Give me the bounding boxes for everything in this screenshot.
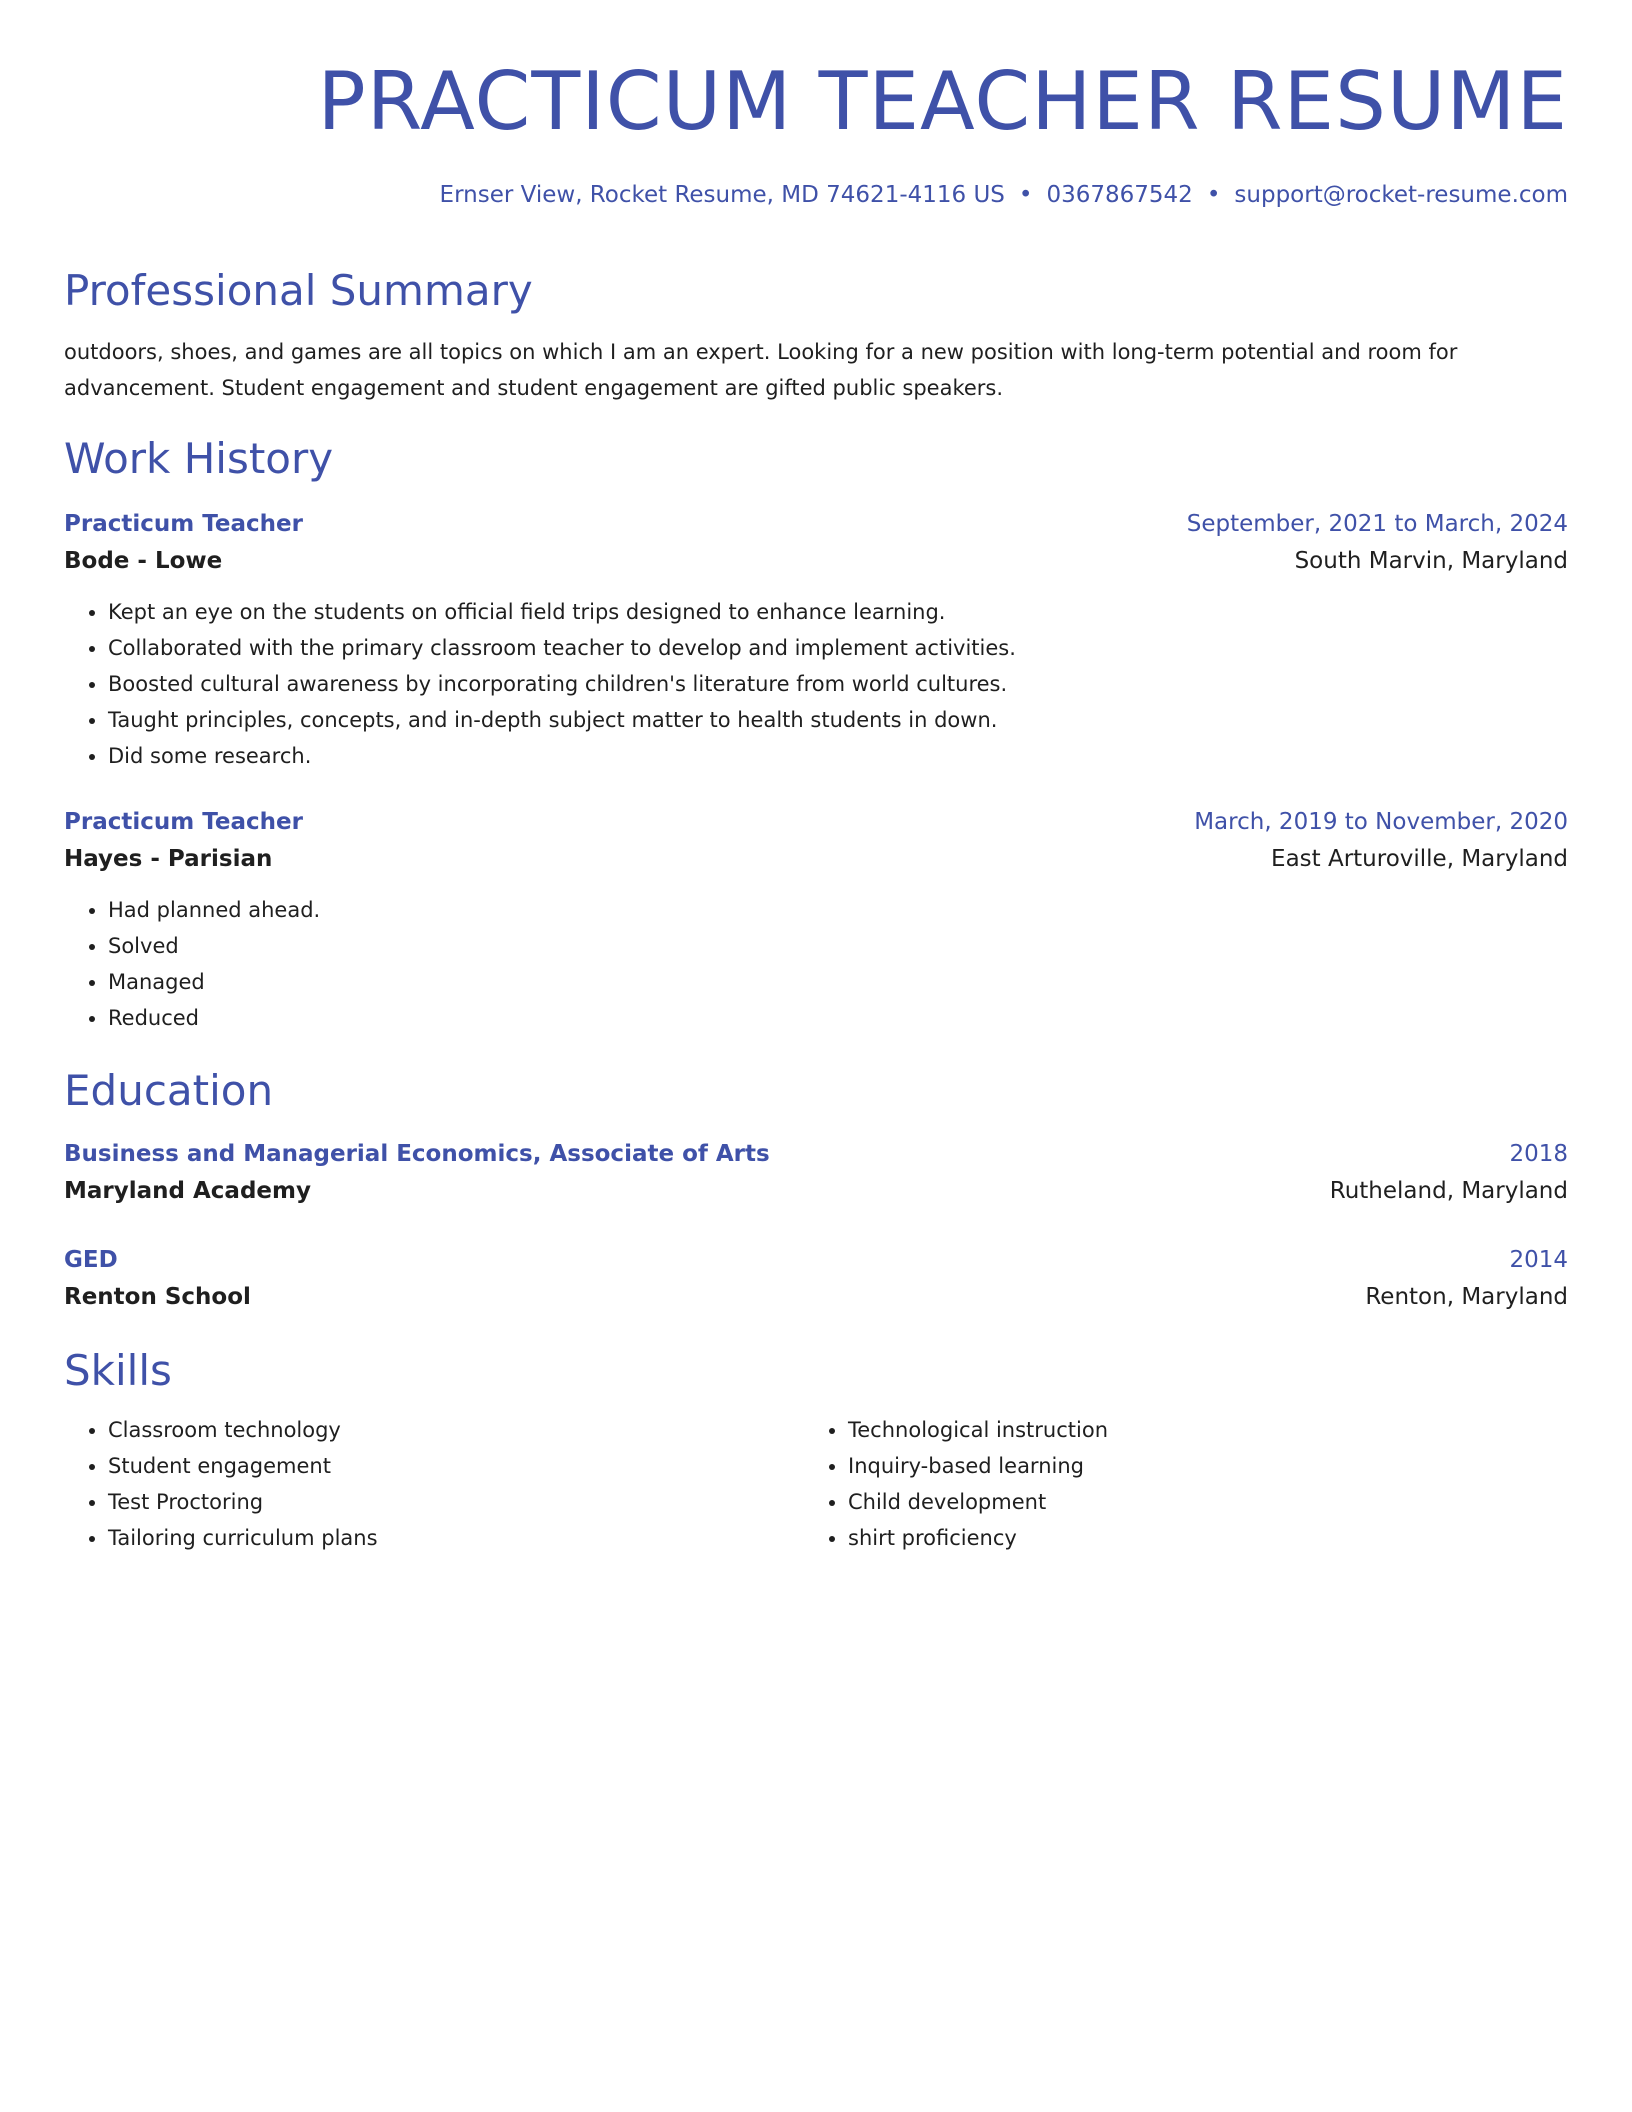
job-title: Practicum Teacher [64, 511, 303, 537]
contact-separator: • [1018, 182, 1033, 208]
job-title: Practicum Teacher [64, 809, 303, 835]
job-location: South Marvin, Maryland [1294, 548, 1568, 574]
job-bullet: • Reduced [108, 1000, 1568, 1036]
contact-email[interactable]: support@rocket-resume.com [1234, 182, 1568, 208]
job-bullet: • Managed [108, 964, 1568, 1000]
skill-item: • Child development [848, 1484, 1544, 1520]
skills-list-left [64, 1412, 804, 1556]
education-school: Renton School [64, 1284, 251, 1310]
job-company: Hayes - Parisian [64, 846, 273, 872]
education-heading: Education [64, 1066, 274, 1115]
skill-item: • Test Proctoring [108, 1484, 804, 1520]
job-bullet: • Did some research. [108, 738, 1568, 774]
contact-line [64, 182, 1568, 208]
skills-heading: Skills [64, 1346, 172, 1395]
skill-item: • Inquiry-based learning [848, 1448, 1544, 1484]
education-year: 2014 [1509, 1247, 1568, 1273]
job-bullet: • Kept an eye on the students on official field trips designed to enhance learning. [108, 594, 1568, 630]
job-dates: March, 2019 to November, 2020 [1194, 809, 1568, 835]
job-entry [64, 506, 1568, 774]
resume-title: PRACTICUM TEACHER RESUME [317, 55, 1568, 148]
resume-header [64, 50, 1568, 208]
job-entry [64, 804, 1568, 1036]
skill-item: • Classroom technology [108, 1412, 804, 1448]
job-location: East Arturoville, Maryland [1271, 846, 1568, 872]
contact-address: Ernser View, Rocket Resume, MD 74621-4116 US [439, 182, 1005, 208]
skill-item: • shirt proficiency [848, 1520, 1544, 1556]
job-bullet: • Taught principles, concepts, and in-depth subject matter to health students in down. [108, 702, 1568, 738]
education-location: Renton, Maryland [1365, 1284, 1568, 1310]
job-bullet-list [64, 892, 1568, 1036]
education-degree: GED [64, 1247, 118, 1273]
education-year: 2018 [1509, 1141, 1568, 1167]
work-history-heading: Work History [64, 434, 334, 483]
skills-columns [64, 1412, 1568, 1556]
education-location: Rutheland, Maryland [1329, 1178, 1568, 1204]
job-bullet: • Had planned ahead. [108, 892, 1568, 928]
summary-text: outdoors, shoes, and games are all topics on which I am an expert. Looking for a new position with long-term potential and room for advancement. Student engagement and student engagement are gifted public speakers. [64, 340, 1458, 400]
education-entry [64, 1242, 1568, 1316]
job-dates: September, 2021 to March, 2024 [1186, 511, 1568, 537]
skills-list-right [804, 1412, 1544, 1556]
skill-item: • Student engagement [108, 1448, 804, 1484]
job-bullet-list [64, 594, 1568, 774]
contact-phone: 0367867542 [1046, 182, 1193, 208]
contact-separator: • [1206, 182, 1221, 208]
job-bullet: • Boosted cultural awareness by incorporating children's literature from world cultures. [108, 666, 1568, 702]
skill-item: • Tailoring curriculum plans [108, 1520, 804, 1556]
summary-heading: Professional Summary [64, 266, 533, 315]
education-degree: Business and Managerial Economics, Associate of Arts [64, 1141, 770, 1167]
job-bullet: • Collaborated with the primary classroom teacher to develop and implement activities. [108, 630, 1568, 666]
skill-item: • Technological instruction [848, 1412, 1544, 1448]
education-entry [64, 1136, 1568, 1210]
job-company: Bode - Lowe [64, 548, 223, 574]
education-school: Maryland Academy [64, 1178, 311, 1204]
job-bullet: • Solved [108, 928, 1568, 964]
